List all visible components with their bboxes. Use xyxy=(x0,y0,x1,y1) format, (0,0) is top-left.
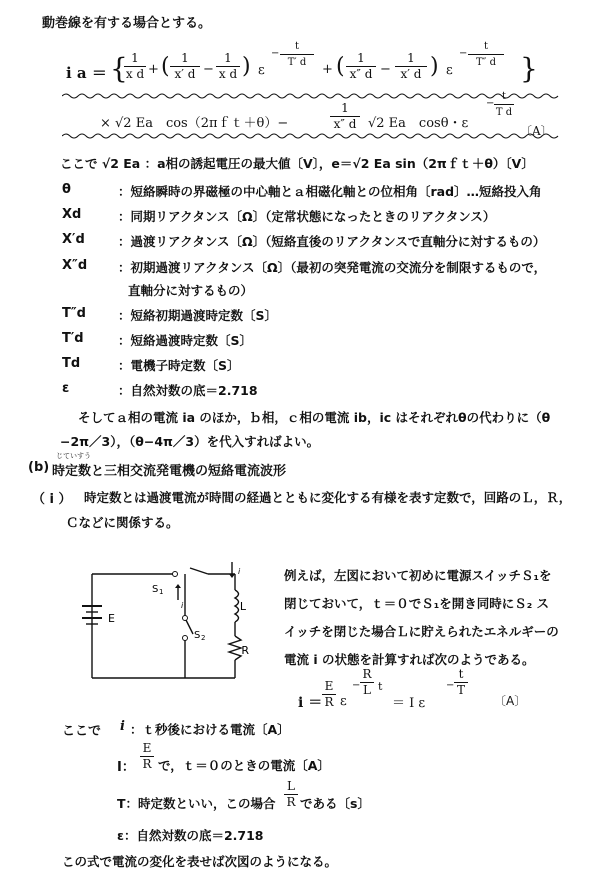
where-T-text: T：時定数といい，この場合 xyxy=(117,796,276,811)
eq2-exp: t T d xyxy=(495,91,513,118)
def-sym: ε xyxy=(62,381,70,396)
def-ea-line: ここで √2 Ea ：a相の誘起電圧の最大値〔V〕，e＝√2 Ea sin（2πｆｔ＋θ）〔V〕 xyxy=(60,156,534,171)
def-text: ：過渡リアクタンス〔Ω〕（短絡直後のリアクタンスで直軸分に対するもの） xyxy=(118,234,546,249)
label-S1: S xyxy=(152,584,159,595)
def-text: ：電機子時定数〔S〕 xyxy=(118,358,240,373)
def-text: ：同期リアクタンス〔Ω〕（定常状態になったときのリアクタンス） xyxy=(118,209,496,224)
item-i-line2: Ｃなどに関係する。 xyxy=(66,515,179,530)
svg-text:1: 1 xyxy=(159,588,164,596)
def-sym: Xd xyxy=(62,207,82,222)
where-eps-text: ε：自然対数の底＝2.718 xyxy=(117,828,264,843)
item-i-label: （ i ） xyxy=(32,492,72,507)
intro-text: 動巻線を有する場合とする。 xyxy=(42,16,212,31)
label-S2: S xyxy=(194,630,201,641)
def-text: ：初期過渡リアクタンス〔Ω〕（最初の突発電流の交流分を制限するもので， xyxy=(118,260,547,275)
def-sym: Td xyxy=(62,356,81,371)
eq1-frac5: 1 x′ d xyxy=(395,52,427,81)
def-sym: T″d xyxy=(62,306,86,321)
svg-text:i: i xyxy=(181,601,184,610)
def-sym: T′d xyxy=(62,331,84,346)
eq1-lhs: i a ＝ xyxy=(66,64,107,82)
def-text: ：自然対数の底＝2.718 xyxy=(118,383,258,398)
wavy-underline-2 xyxy=(62,132,562,140)
phase-line-2: −2π／3），（θ−4π／3）を代入すればよい。 xyxy=(60,434,320,449)
def-text: 直軸分に対するもの） xyxy=(128,283,254,298)
rl-circuit-diagram xyxy=(60,560,250,690)
where-I-text: で，ｔ＝０のときの電流〔A〕 xyxy=(158,758,330,773)
label-R: R xyxy=(241,644,249,657)
eq1-frac4: 1 x″ d xyxy=(346,52,376,81)
def-sym: X″d xyxy=(62,258,88,273)
where-koko: ここで xyxy=(62,724,102,739)
eq1-exp1: t T′ d xyxy=(280,40,314,69)
label-E: E xyxy=(108,612,115,625)
section-b-title: 時定数と三相交流発電機の短絡電流波形 xyxy=(52,464,287,479)
phase-line-1: そしてａ相の電流 ia のほか，ｂ相，ｃ相の電流 ib，ic はそれぞれθの代わりに（θ xyxy=(78,410,551,425)
eq1-brace-open: { xyxy=(110,52,128,85)
where-i-text: ：ｔ秒後における電流〔A〕 xyxy=(130,722,290,737)
eq1-frac1: 1 x d xyxy=(125,51,145,81)
eq1-frac2: 1 x′ d xyxy=(170,52,200,81)
eq1-frac3: 1 x d xyxy=(216,52,240,81)
svg-text:2: 2 xyxy=(201,634,206,642)
eq2-frac: 1 x″ d xyxy=(330,102,360,131)
section-b-label: (b) xyxy=(28,460,50,475)
svg-text:i: i xyxy=(238,567,241,576)
eq1-exp2: t T″ d xyxy=(468,40,504,69)
def-sym: X′d xyxy=(62,232,85,247)
def-sym: θ xyxy=(62,182,71,197)
def-text: ：短絡過渡時定数〔S〕 xyxy=(118,333,253,348)
section-b-ruby: じていすう xyxy=(56,452,91,460)
label-L: L xyxy=(239,600,246,613)
def-text: ：短絡瞬時の界磁極の中心軸とａ相磁化軸との位相角〔rad〕…短絡投入角 xyxy=(118,184,542,199)
closing-text: この式で電流の変化を表せば次図のようになる。 xyxy=(62,854,338,869)
item-i-line1: 時定数とは過渡電流が時間の経過とともに変化する有様を表す定数で，回路のＬ，Ｒ， xyxy=(84,490,572,505)
def-text: ：短絡初期過渡時定数〔S〕 xyxy=(118,308,278,323)
